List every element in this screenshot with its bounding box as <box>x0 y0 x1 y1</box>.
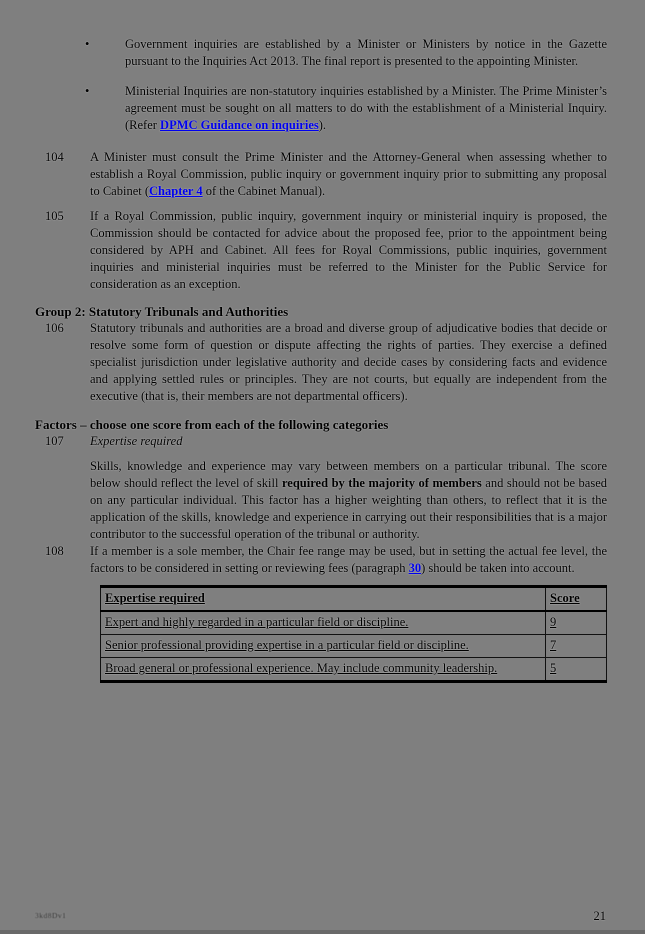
paragraph-text-pre: If a member is a sole member, the Chair fee range may be used, but in setting the actual fee level, the factors to be considered in setting or reviewing fees (paragraph <box>90 544 607 575</box>
column-header-score: Score <box>546 587 607 612</box>
paragraph-30-link[interactable]: 30 <box>408 561 422 575</box>
paragraph-105 <box>45 208 607 293</box>
paragraph-text-post: and should not be based on any particular individual. This factor has a higher weighting than others, to reflect that it is the application of the skills, knowledge and experience in carrying out their responsibilities that is a major contributor to the successful operation of the tribunal or authority. <box>90 476 607 541</box>
score-cell: 7 <box>546 635 607 658</box>
paragraph-number: 108 <box>45 544 64 558</box>
paragraph-text-pre: A Minister must consult the Prime Minister and the Attorney-General when assessing whether to establish a Royal Commission, public inquiry or government inquiry prior to submitting any proposal to Cabinet ( <box>90 150 607 198</box>
column-header-expertise: Expertise required <box>101 587 546 612</box>
paragraph-text-post: ) should be taken into account. <box>421 561 575 575</box>
paragraph-number: 106 <box>45 321 64 335</box>
paragraph-number: 104 <box>45 150 64 164</box>
factor-title: Expertise required <box>90 434 183 448</box>
paragraph-106 <box>45 320 607 405</box>
chapter-4-link[interactable]: Chapter 4 <box>149 184 203 198</box>
section-heading-factors: Factors – choose one score from each of the following categories <box>35 417 389 432</box>
scan-edge-shadow <box>0 930 645 934</box>
paragraph-107-body <box>90 458 607 543</box>
score-cell: 5 <box>546 658 607 682</box>
table-header-row <box>101 587 607 612</box>
paragraph-text: If a Royal Commission, public inquiry, government inquiry or ministerial inquiry is proposed, the Commission should be contacted for advice about the proposed fee, prior to the appointment being considered by APH and Cabinet. All fees for Royal Commissions, public inquiries, government inquiries and ministerial inquiries must be referred to the Minister for the Public Service for consideration as an exception. <box>90 209 607 291</box>
paragraph-text-pre: Skills, knowledge and experience may vary between members on a particular tribunal. The score below should reflect the level of skill <box>90 459 607 490</box>
page-number: 21 <box>593 909 606 923</box>
bullet-icon: • <box>85 37 90 51</box>
document-id: 3kd8Dv1 <box>35 911 67 920</box>
table-row <box>101 658 607 682</box>
table-row <box>101 611 607 635</box>
paragraph-104 <box>45 149 607 200</box>
expertise-score-table <box>100 585 607 683</box>
paragraph-text-post: of the Cabinet Manual). <box>202 184 326 198</box>
paragraph-text <box>90 543 607 577</box>
page-footer <box>0 894 645 934</box>
paragraph-number: 105 <box>45 209 64 223</box>
expertise-cell: Senior professional providing expertise in a particular field or discipline. <box>101 635 546 658</box>
paragraph-text <box>90 149 607 200</box>
paragraph-108 <box>45 543 607 577</box>
expertise-cell: Expert and highly regarded in a particular field or discipline. <box>101 611 546 635</box>
paragraph-107-title <box>45 433 607 450</box>
paragraph-text-bold: required by the majority of members <box>281 476 482 490</box>
paragraph-text: Statutory tribunals and authorities are a broad and diverse group of adjudicative bodies that decide or resolve some form of question or dispute affecting the rights of parties. They exercise a defined specialist jurisdiction under legislative authority and decide cases by considering facts and evidence and applying settled rules or principles. They are not courts, but equally are independent from the executive (that is, their members are not departmental officers). <box>90 321 607 403</box>
bullet-item-ministerial-inquiries <box>85 83 607 134</box>
bullet-text-pre: Ministerial Inquiries are non-statutory inquiries established by a Minister. The Prime Minister’s agreement must be sought on all matters to do with the establishment of a Ministerial Inquiry. (Refer <box>125 84 607 132</box>
bullet-icon: • <box>85 84 90 98</box>
dpmc-guidance-link[interactable]: DPMC Guidance on inquiries <box>160 118 319 132</box>
paragraph-number: 107 <box>45 434 64 448</box>
document-content <box>0 36 645 683</box>
expertise-cell: Broad general or professional experience. May include community leadership. <box>105 661 498 675</box>
bullet-text <box>125 83 607 134</box>
bullet-text-post: ). <box>318 118 327 132</box>
section-heading-group2: Group 2: Statutory Tribunals and Authorities <box>35 304 289 319</box>
score-cell: 9 <box>546 611 607 635</box>
bullet-item-government-inquiries <box>85 36 607 70</box>
bullet-text: Government inquiries are established by a Minister or Ministers by notice in the Gazette pursuant to the Inquiries Act 2013. The final report is presented to the appointing Minister. <box>125 37 607 68</box>
table-row <box>101 635 607 658</box>
